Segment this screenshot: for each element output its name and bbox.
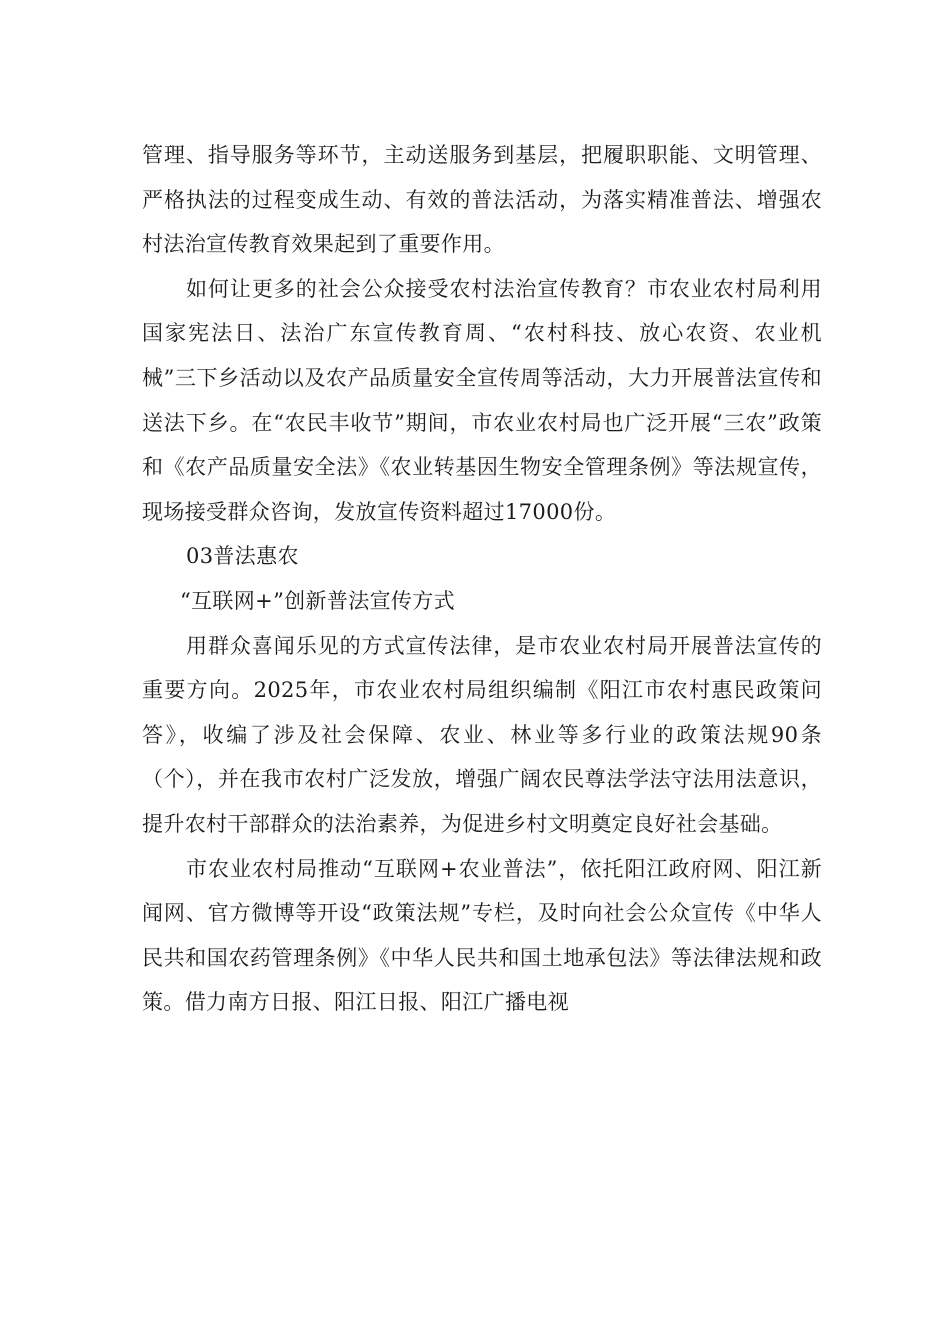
paragraph-internet-publicity: 市农业农村局推动“互联网+农业普法”，依托阳江政府网、阳江新闻网、官方微博等开设“政策法规”专栏，及时向社会公众宣传《中华人民共和国农药管理条例》《中华人民共和国土地承包法》等法律法规和政策。借力南方日报、阳江日报、阳江广播电视	[142, 856, 822, 1015]
paragraph-publicity-activities: 如何让更多的社会公众接受农村法治宣传教育？市农业农村局利用国家宪法日、法治广东宣传教育周、“农村科技、放心农资、农业机械”三下乡活动以及农产品质量安全宣传周等活动，大力开展普法宣传和送法下乡。在“农民丰收节”期间，市农业农村局也广泛开展“三农”政策和《农产品质量安全法》《农业转基因生物安全管理条例》等法规宣传，现场接受群众咨询，发放宣传资料超过17000份。	[142, 276, 822, 524]
section-heading: 03普法惠农	[186, 544, 299, 569]
section-subheading: “互联网+”创新普法宣传方式	[180, 588, 455, 613]
paragraph-continuation: 管理、指导服务等环节，主动送服务到基层，把履职职能、文明管理、严格执法的过程变成生动、有效的普法活动，为落实精准普法、增强农村法治宣传教育效果起到了重要作用。	[142, 143, 822, 257]
document-body	[142, 133, 822, 1025]
paragraph-policy-handbook: 用群众喜闻乐见的方式宣传法律，是市农业农村局开展普法宣传的重要方向。2025年，市农业农村局组织编制《阳江市农村惠民政策问答》，收编了涉及社会保障、农业、林业等多行业的政策法规90条（个），并在我市农村广泛发放，增强广阔农民尊法学法守法用法意识，提升农村干部群众的法治素养，为促进乡村文明奠定良好社会基础。	[142, 633, 822, 836]
